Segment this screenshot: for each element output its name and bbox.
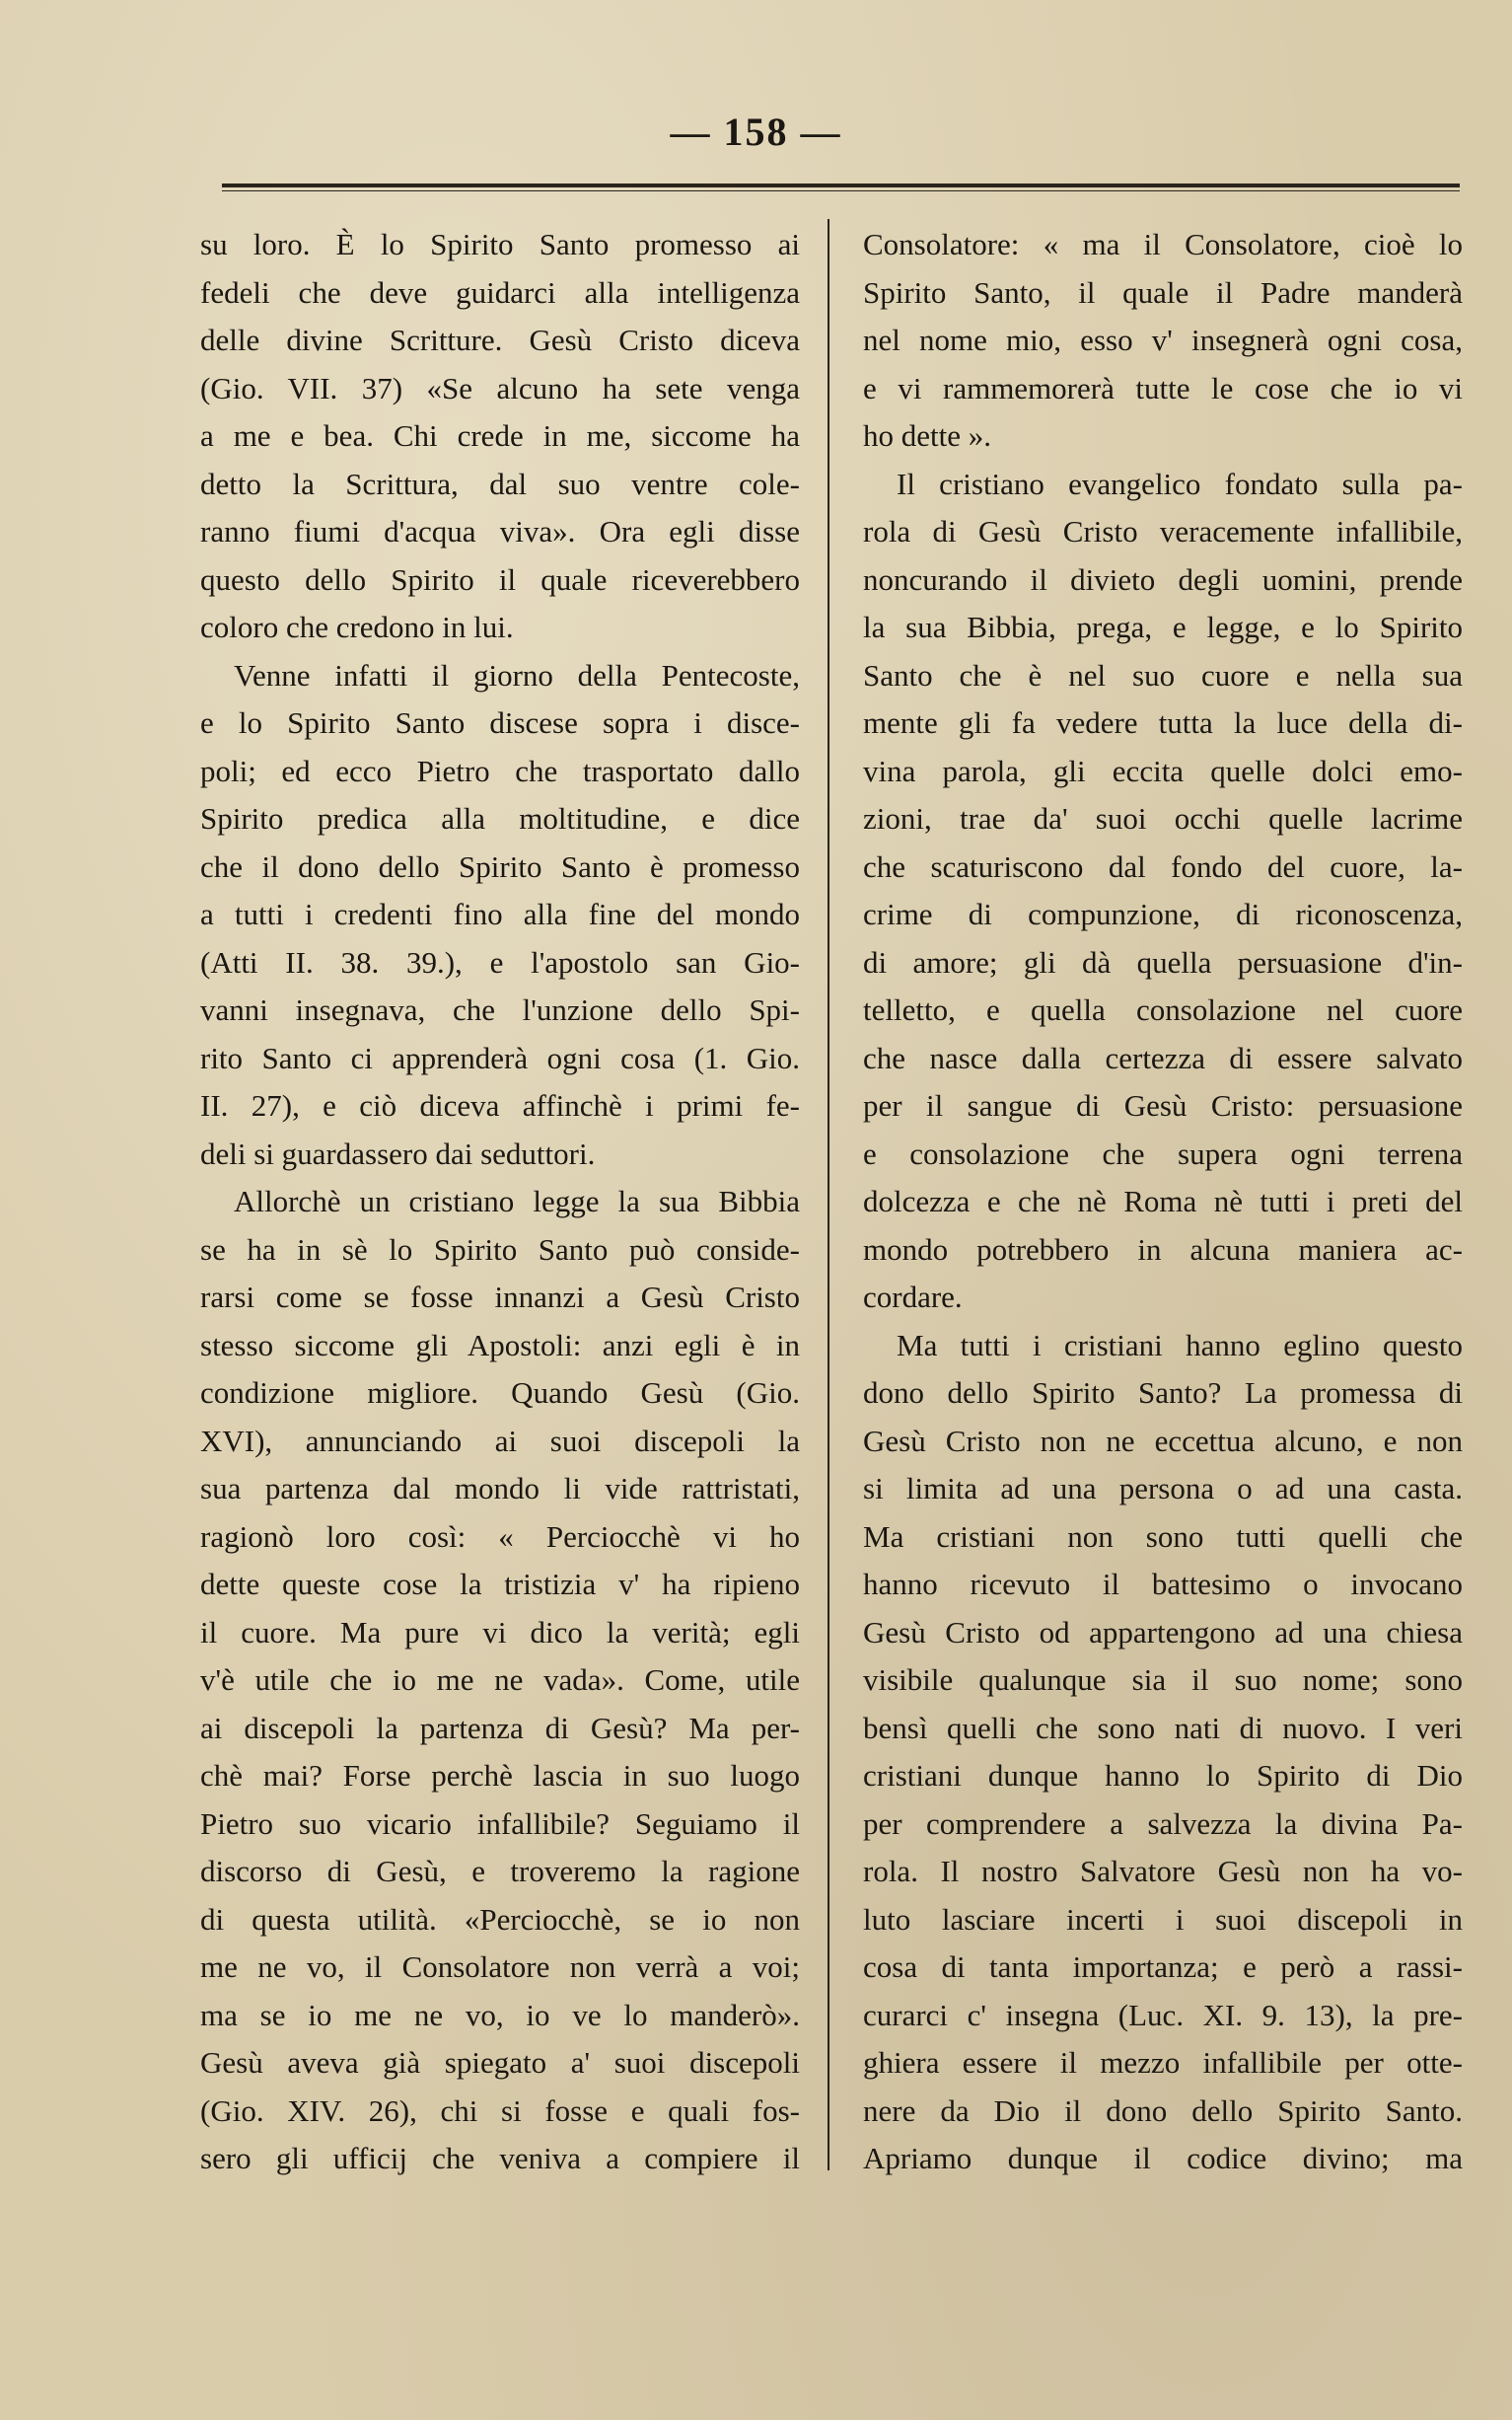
text-line: vina parola, gli eccita quelle dolci emo- bbox=[863, 753, 1463, 788]
text-line: su loro. È lo Spirito Santo promesso ai bbox=[200, 227, 800, 261]
text-line: ranno fiumi d'acqua viva». Ora egli disse bbox=[200, 514, 800, 549]
text-line: (Atti II. 38. 39.), e l'apostolo san Gio- bbox=[200, 944, 800, 980]
text-line: telletto, e quella consolazione nel cuore bbox=[863, 992, 1463, 1027]
text-line: Spirito Santo, il quale il Padre manderà bbox=[863, 274, 1463, 310]
text-line: Ma cristiani non sono tutti quelli che bbox=[863, 1518, 1463, 1554]
left-column bbox=[200, 221, 800, 2183]
text-line: di amore; gli dà quella persuasione d'in- bbox=[863, 944, 1463, 980]
text-line: Allorchè un cristiano legge la sua Bibbia bbox=[234, 1184, 800, 1218]
text-line: dolcezza e che nè Roma nè tutti i preti del bbox=[863, 1184, 1463, 1218]
text-line: il cuore. Ma pure vi dico la verità; egli bbox=[200, 1614, 800, 1650]
text-line: e vi rammemorerà tutte le cose che io vi bbox=[863, 370, 1463, 405]
text-line: rola di Gesù Cristo veracemente infallibile, bbox=[863, 514, 1463, 549]
text-line: mondo potrebbero in alcuna maniera ac- bbox=[863, 1231, 1463, 1267]
text-line: crime di compunzione, di riconoscenza, bbox=[863, 897, 1463, 931]
text-line: Pietro suo vicario infallibile? Seguiamo il bbox=[200, 1805, 800, 1841]
text-line: coloro che credono in lui. bbox=[200, 610, 514, 644]
text-line: ma se io me ne vo, io ve lo manderò». bbox=[200, 1997, 800, 2032]
text-line: (Gio. XIV. 26), chi si fosse e quali fos- bbox=[200, 2092, 800, 2128]
text-line: Spirito predica alla moltitudine, e dice bbox=[200, 801, 800, 836]
text-line: a me e bea. Chi crede in me, siccome ha bbox=[200, 418, 800, 453]
text-line: deli si guardassero dai seduttori. bbox=[200, 1136, 596, 1171]
text-line: Gesù Cristo non ne eccettua alcuno, e non bbox=[863, 1423, 1463, 1458]
text-line: nel nome mio, esso v' insegnerà ogni cosa, bbox=[863, 323, 1463, 357]
text-line: e lo Spirito Santo discese sopra i disce- bbox=[200, 705, 800, 740]
text-line: a tutti i credenti fino alla fine del mondo bbox=[200, 897, 800, 931]
text-line: ragionò loro così: « Perciocchè vi ho bbox=[200, 1518, 800, 1554]
text-line: per il sangue di Gesù Cristo: persuasione bbox=[863, 1088, 1463, 1123]
text-line: rito Santo ci apprenderà ogni cosa (1. Gio. bbox=[200, 1040, 800, 1075]
text-line: discorso di Gesù, e troveremo la ragione bbox=[200, 1854, 800, 1888]
right-column bbox=[863, 221, 1463, 2183]
text-line: nere da Dio il dono dello Spirito Santo. bbox=[863, 2092, 1463, 2128]
text-line: delle divine Scritture. Gesù Cristo diceva bbox=[200, 323, 800, 357]
text-line: Apriamo dunque il codice divino; ma bbox=[863, 2141, 1463, 2175]
text-line: che scaturiscono dal fondo del cuore, la- bbox=[863, 848, 1463, 884]
text-line: vanni insegnava, che l'unzione dello Spi- bbox=[200, 992, 800, 1027]
text-line: rarsi come se fosse innanzi a Gesù Cristo bbox=[200, 1280, 800, 1314]
text-line: e consolazione che supera ogni terrena bbox=[863, 1136, 1463, 1171]
text-line: ai discepoli la partenza di Gesù? Ma per- bbox=[200, 1710, 800, 1745]
text-line: la sua Bibbia, prega, e legge, e lo Spirito bbox=[863, 610, 1463, 644]
column-divider bbox=[828, 219, 829, 2170]
text-line: sua partenza dal mondo li vide rattristati, bbox=[200, 1471, 800, 1505]
text-line: sero gli ufficij che veniva a compiere il bbox=[200, 2141, 800, 2175]
text-line: cristiani dunque hanno lo Spirito di Dio bbox=[863, 1758, 1463, 1793]
text-line: Santo che è nel suo cuore e nella sua bbox=[863, 657, 1463, 693]
text-line: Gesù aveva già spiegato a' suoi discepoli bbox=[200, 2045, 800, 2080]
text-line: luto lasciare incerti i suoi discepoli in bbox=[863, 1901, 1463, 1937]
text-line: per comprendere a salvezza la divina Pa- bbox=[863, 1805, 1463, 1841]
text-line: dette queste cose la tristizia v' ha ripieno bbox=[200, 1567, 800, 1601]
text-line: mente gli fa vedere tutta la luce della di- bbox=[863, 705, 1463, 740]
text-line: ghiera essere il mezzo infallibile per otte- bbox=[863, 2045, 1463, 2080]
text-line: (Gio. VII. 37) «Se alcuno ha sete venga bbox=[200, 370, 800, 405]
text-line: XVI), annunciando ai suoi discepoli la bbox=[200, 1423, 800, 1458]
text-line: hanno ricevuto il battesimo o invocano bbox=[863, 1567, 1463, 1601]
text-line: condizione migliore. Quando Gesù (Gio. bbox=[200, 1375, 800, 1410]
text-line: Consolatore: « ma il Consolatore, cioè lo bbox=[863, 227, 1463, 261]
text-line: v'è utile che io me ne vada». Come, utile bbox=[200, 1662, 800, 1697]
text-line: dono dello Spirito Santo? La promessa di bbox=[863, 1375, 1463, 1410]
text-line: se ha in sè lo Spirito Santo può conside- bbox=[200, 1231, 800, 1267]
text-line: Il cristiano evangelico fondato sulla pa- bbox=[897, 466, 1463, 501]
text-line: chè mai? Forse perchè lascia in suo luogo bbox=[200, 1758, 800, 1793]
text-line: questo dello Spirito il quale riceverebbero bbox=[200, 561, 800, 597]
text-line: detto la Scrittura, dal suo ventre cole- bbox=[200, 466, 800, 501]
text-line: II. 27), e ciò diceva affinchè i primi fe- bbox=[200, 1088, 800, 1123]
text-line: di questa utilità. «Perciocchè, se io non bbox=[200, 1901, 800, 1937]
text-line: ho dette ». bbox=[863, 418, 991, 453]
text-line: visibile qualunque sia il suo nome; sono bbox=[863, 1662, 1463, 1697]
text-line: Venne infatti il giorno della Pentecoste, bbox=[234, 657, 800, 693]
text-line: poli; ed ecco Pietro che trasportato dallo bbox=[200, 753, 800, 788]
text-line: che nasce dalla certezza di essere salvato bbox=[863, 1040, 1463, 1075]
text-line: curarci c' insegna (Luc. XI. 9. 13), la pre- bbox=[863, 1997, 1463, 2032]
text-line: cordare. bbox=[863, 1280, 963, 1314]
text-line: noncurando il divieto degli uomini, prende bbox=[863, 561, 1463, 597]
text-line: bensì quelli che sono nati di nuovo. I veri bbox=[863, 1710, 1463, 1745]
text-line: si limita ad una persona o ad una casta. bbox=[863, 1471, 1463, 1505]
text-line: che il dono dello Spirito Santo è promesso bbox=[200, 848, 800, 884]
text-line: Gesù Cristo od appartengono ad una chiesa bbox=[863, 1614, 1463, 1650]
text-line: cosa di tanta importanza; e però a rassi- bbox=[863, 1949, 1463, 1984]
text-line: fedeli che deve guidarci alla intelligenza bbox=[200, 274, 800, 310]
text-line: rola. Il nostro Salvatore Gesù non ha vo- bbox=[863, 1854, 1463, 1888]
header-rule bbox=[222, 183, 1460, 191]
text-line: zioni, trae da' suoi occhi quelle lacrime bbox=[863, 801, 1463, 836]
text-line: stesso siccome gli Apostoli: anzi egli è in bbox=[200, 1327, 800, 1362]
text-line: Ma tutti i cristiani hanno eglino questo bbox=[897, 1327, 1463, 1362]
text-line: me ne vo, il Consolatore non verrà a voi; bbox=[200, 1949, 800, 1984]
page-number: — 158 — bbox=[670, 110, 842, 154]
